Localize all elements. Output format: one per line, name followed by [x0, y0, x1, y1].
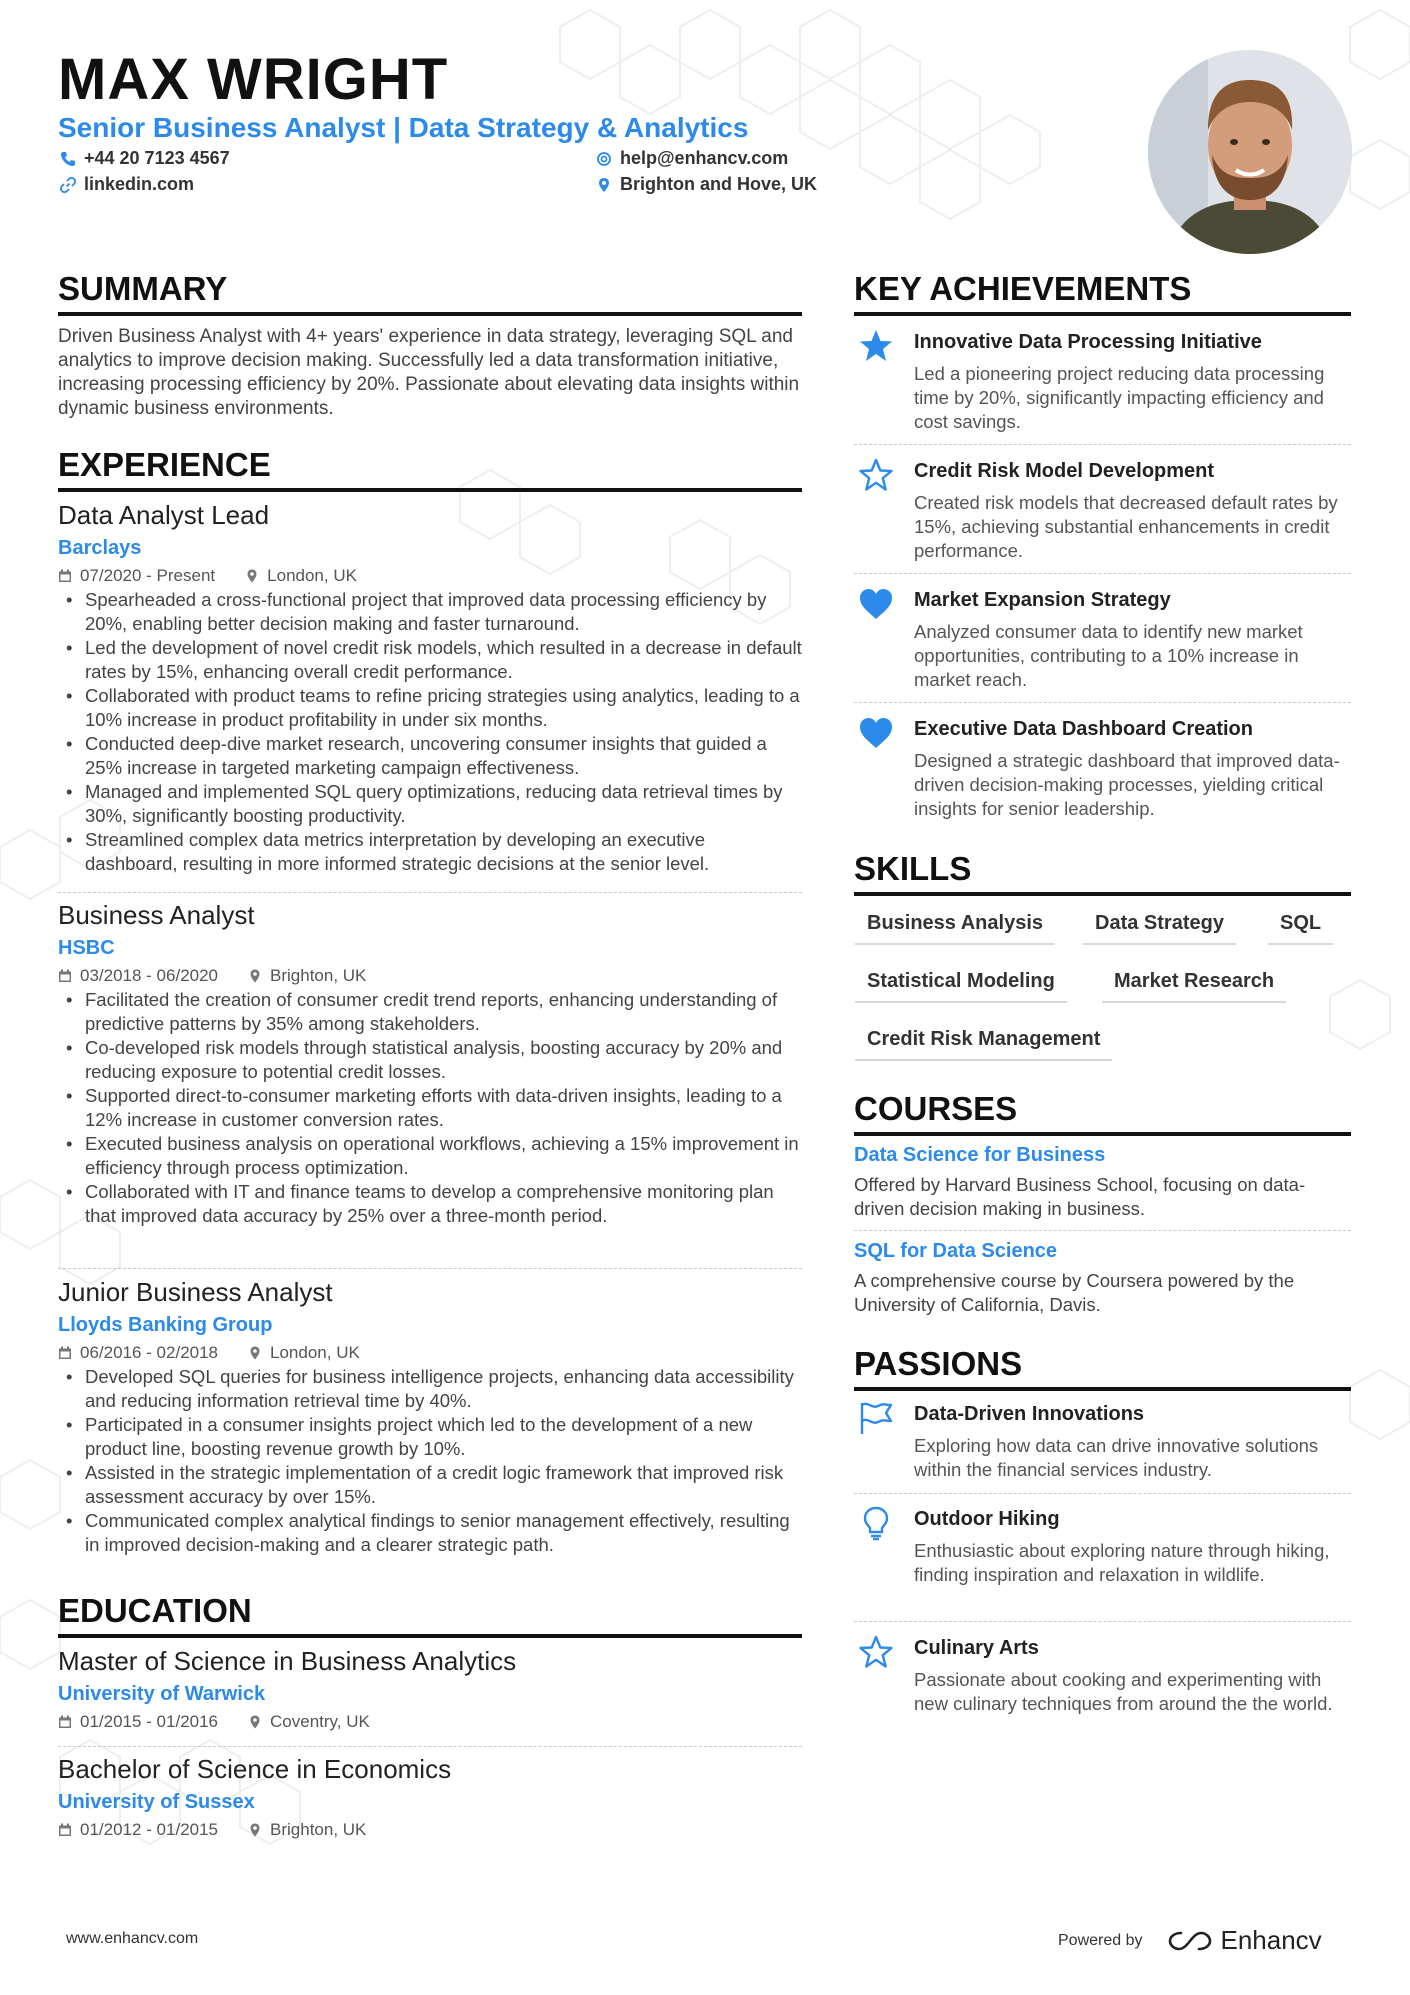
job-bullet: • Streamlined complex data metrics interpretation by developing an executive dashboard, resulting in more informed strategic decisions at the senior level. — [58, 828, 802, 876]
star-outline-icon — [858, 1634, 894, 1670]
experience-item — [58, 900, 802, 1269]
education-dates: 01/2015 - 01/2016 — [80, 1712, 219, 1731]
passion-title: Culinary Arts — [914, 1637, 1039, 1659]
passions-heading: PASSIONS — [854, 1345, 1351, 1391]
contact-location — [596, 174, 817, 195]
achievement-item — [854, 715, 1351, 821]
achievement-desc: Led a pioneering project reducing data processing time by 20%, significantly impacting efficiency and cost savings. — [914, 363, 1325, 432]
job-location: London, UK — [267, 566, 357, 585]
summary-text: Driven Business Analyst with 4+ years' experience in data strategy, leveraging SQL and analytics to improve decision making. Successfully led a data transformation initiative, increasing processing efficiency by 20%. Passionate about elevating data insights within dynamic business environments. — [58, 326, 800, 419]
summary-heading: SUMMARY — [58, 270, 802, 316]
skill-tag: Business Analysis — [855, 912, 1055, 945]
location-pin-icon — [248, 1823, 262, 1837]
heart-icon — [858, 586, 894, 622]
job-meta — [58, 1343, 802, 1363]
passion-item — [854, 1505, 1351, 1622]
job-dates: 03/2018 - 06/2020 — [80, 966, 219, 985]
job-bullet: • Conducted deep-dive market research, uncovering consumer insights that guided a 25% increase in targeted marketing campaign effectiveness. — [58, 732, 802, 780]
job-bullet: • Assisted in the strategic implementation of a credit logic framework that improved risk assessment accuracy by over 15%. — [58, 1461, 802, 1509]
achievement-desc: Analyzed consumer data to identify new market opportunities, contributing to a 10% increase in market reach. — [914, 621, 1303, 690]
contact-email[interactable] — [596, 148, 788, 169]
skill-tag: Statistical Modeling — [855, 970, 1067, 1003]
job-role: Junior Business Analyst — [58, 1277, 333, 1307]
education-school[interactable]: University of Warwick — [58, 1683, 266, 1705]
education-meta — [58, 1820, 802, 1840]
footer-branding — [1058, 1925, 1322, 1956]
achievement-item — [854, 586, 1351, 703]
passion-item — [854, 1634, 1351, 1716]
education-item — [58, 1646, 802, 1747]
passion-desc: Passionate about cooking and experimenting with new culinary techniques from around the the world. — [914, 1669, 1333, 1714]
powered-by-label: Powered by — [1058, 1931, 1143, 1949]
job-company[interactable]: Lloyds Banking Group — [58, 1314, 273, 1336]
achievement-item — [854, 457, 1351, 574]
education-school[interactable]: University of Sussex — [58, 1791, 255, 1813]
contact-linkedin[interactable] — [60, 174, 194, 195]
job-bullets — [58, 1365, 802, 1557]
candidate-title: Senior Business Analyst | Data Strategy & Analytics — [58, 112, 749, 143]
job-bullet: • Communicated complex analytical findings to senior management effectively, resulting in improved decision-making and a clearer strategic path. — [58, 1509, 802, 1557]
job-bullet: • Executed business analysis on operational workflows, achieving a 15% improvement in efficiency through process optimization. — [58, 1132, 802, 1180]
calendar-icon — [58, 969, 72, 983]
education-dates: 01/2012 - 01/2015 — [80, 1820, 219, 1839]
link-icon — [60, 177, 76, 193]
skill-tag: Credit Risk Management — [855, 1028, 1112, 1061]
email-text: help@enhancv.com — [620, 148, 789, 168]
passion-title: Outdoor Hiking — [914, 1508, 1060, 1530]
achievement-title: Executive Data Dashboard Creation — [914, 718, 1253, 740]
brand-name: Enhancv — [1220, 1925, 1322, 1955]
at-icon — [596, 151, 612, 167]
location-pin-icon — [248, 1715, 262, 1729]
job-company[interactable]: HSBC — [58, 937, 115, 959]
job-bullet: • Collaborated with product teams to refine pricing strategies using analytics, leading to a 10% increase in product profitability in under six months. — [58, 684, 802, 732]
experience-item — [58, 1277, 802, 1557]
course-desc: Offered by Harvard Business School, focusing on data-driven decision making in business. — [854, 1174, 1306, 1219]
location-text: Brighton and Hove, UK — [620, 174, 817, 194]
courses-heading: COURSES — [854, 1090, 1351, 1136]
education-degree: Master of Science in Business Analytics — [58, 1646, 517, 1676]
candidate-name: MAX WRIGHT — [58, 47, 449, 112]
job-bullet: • Facilitated the creation of consumer credit trend reports, enhancing understanding of predictive patterns by 35% among stakeholders. — [58, 988, 802, 1036]
job-dates: 06/2016 - 02/2018 — [80, 1343, 219, 1362]
star-filled-icon — [858, 328, 894, 364]
achievement-item — [854, 328, 1351, 445]
passion-title: Data-Driven Innovations — [914, 1403, 1145, 1425]
location-pin-icon — [245, 569, 259, 583]
location-pin-icon — [596, 177, 612, 193]
course-item — [854, 1240, 1351, 1317]
achievement-title: Innovative Data Processing Initiative — [914, 331, 1262, 353]
calendar-icon — [58, 1715, 72, 1729]
heart-icon — [858, 715, 894, 751]
job-bullet: • Co-developed risk models through statistical analysis, boosting accuracy by 20% and reducing exposure to potential credit losses. — [58, 1036, 802, 1084]
job-bullet: • Participated in a consumer insights project which led to the development of a new product line, boosting revenue growth by 10%. — [58, 1413, 802, 1461]
course-item — [854, 1144, 1351, 1231]
course-title[interactable]: Data Science for Business — [854, 1144, 1106, 1166]
phone-text: +44 20 7123 4567 — [84, 148, 230, 168]
job-bullets — [58, 988, 802, 1228]
job-role: Business Analyst — [58, 900, 255, 930]
job-bullet: • Spearheaded a cross-functional project that improved data processing efficiency by 20%, enabling better decision making and faster turnaround. — [58, 588, 802, 636]
location-pin-icon — [248, 969, 262, 983]
education-heading: EDUCATION — [58, 1592, 802, 1638]
skill-tag: SQL — [1268, 912, 1333, 945]
phone-icon — [60, 151, 76, 167]
job-bullet: • Managed and implemented SQL query optimizations, reducing data retrieval times by 30%, significantly boosting productivity. — [58, 780, 802, 828]
job-bullet: • Developed SQL queries for business intelligence projects, enhancing data accessibility and reducing information retrieval time by 40%. — [58, 1365, 802, 1413]
footer-website[interactable]: www.enhancv.com — [66, 1930, 199, 1947]
skills-heading: SKILLS — [854, 850, 1351, 896]
job-location: London, UK — [270, 1343, 360, 1362]
job-bullets — [58, 588, 802, 876]
education-degree: Bachelor of Science in Economics — [58, 1754, 452, 1784]
profile-photo — [1148, 50, 1352, 254]
job-dates: 07/2020 - Present — [80, 566, 216, 585]
education-item — [58, 1754, 802, 1842]
experience-heading: EXPERIENCE — [58, 446, 802, 492]
calendar-icon — [58, 569, 72, 583]
calendar-icon — [58, 1823, 72, 1837]
experience-item — [58, 500, 802, 893]
job-bullet: • Supported direct-to-consumer marketing efforts with data-driven insights, leading to a 12% increase in customer conversion rates. — [58, 1084, 802, 1132]
education-meta — [58, 1712, 802, 1732]
star-outline-icon — [858, 457, 894, 493]
achievement-title: Credit Risk Model Development — [914, 460, 1215, 482]
achievement-title: Market Expansion Strategy — [914, 589, 1171, 611]
passion-item — [854, 1400, 1351, 1494]
education-location: Coventry, UK — [270, 1712, 370, 1731]
contact-phone[interactable] — [60, 148, 230, 169]
skill-tag: Data Strategy — [1083, 912, 1236, 945]
education-location: Brighton, UK — [270, 1820, 367, 1839]
lightbulb-icon — [858, 1505, 894, 1541]
location-pin-icon — [248, 1346, 262, 1360]
achievement-desc: Created risk models that decreased default rates by 15%, achieving substantial enhancements in credit performance. — [914, 492, 1338, 561]
course-desc: A comprehensive course by Coursera powered by the University of California, Davis. — [854, 1270, 1295, 1315]
job-meta — [58, 566, 802, 586]
job-bullet: • Led the development of novel credit risk models, which resulted in a decrease in default rates by 15%, enhancing overall credit performance. — [58, 636, 802, 684]
passion-desc: Enthusiastic about exploring nature through hiking, finding inspiration and relaxation in wildlife. — [914, 1540, 1330, 1585]
achievement-desc: Designed a strategic dashboard that improved data-driven decision-making processes, yielding critical insights for senior leadership. — [914, 750, 1340, 819]
skill-tag: Market Research — [1102, 970, 1286, 1003]
calendar-icon — [58, 1346, 72, 1360]
enhancv-logo[interactable] — [1167, 1925, 1322, 1956]
job-meta — [58, 966, 802, 986]
job-company[interactable]: Barclays — [58, 537, 142, 559]
passion-desc: Exploring how data can drive innovative solutions within the financial services industry. — [914, 1435, 1319, 1480]
job-location: Brighton, UK — [270, 966, 367, 985]
enhancv-logo-icon — [1167, 1929, 1213, 1953]
linkedin-text: linkedin.com — [84, 174, 195, 194]
achievements-heading: KEY ACHIEVEMENTS — [854, 270, 1351, 316]
job-bullet: • Collaborated with IT and finance teams to develop a comprehensive monitoring plan that improved data accuracy by 25% over a three-month period. — [58, 1180, 802, 1228]
course-title[interactable]: SQL for Data Science — [854, 1240, 1058, 1262]
job-role: Data Analyst Lead — [58, 500, 270, 530]
flag-icon — [858, 1400, 894, 1436]
